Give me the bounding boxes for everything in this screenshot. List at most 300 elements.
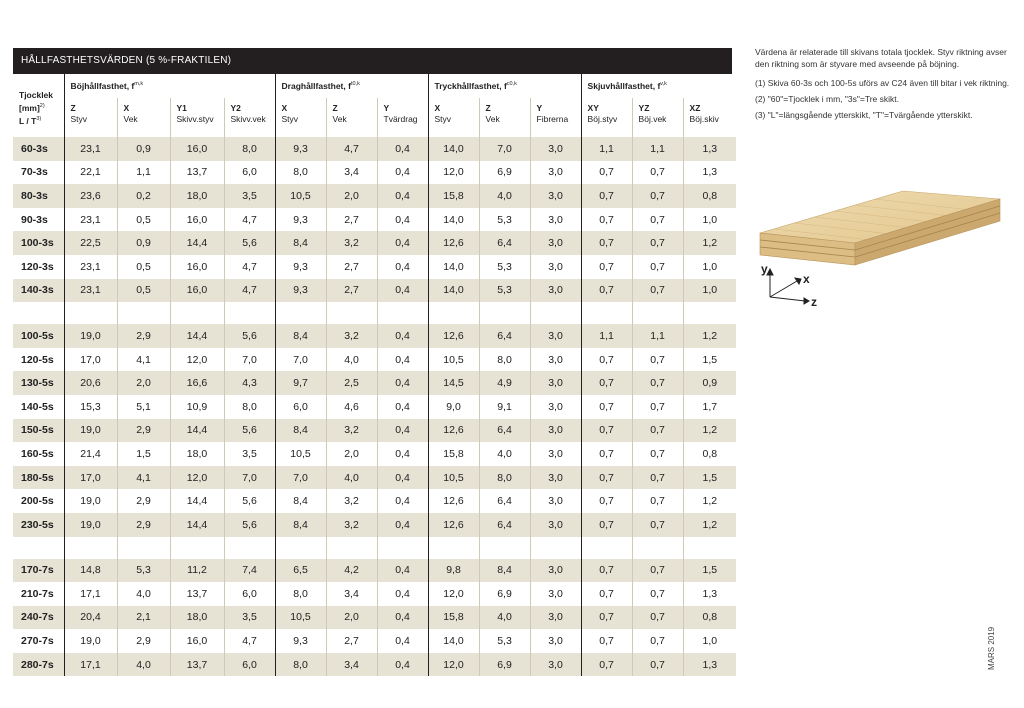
column-axis: Z xyxy=(332,103,338,113)
table-cell: 0,7 xyxy=(632,371,683,395)
table-cell: 0,4 xyxy=(377,231,428,255)
table-cell: 12,6 xyxy=(428,489,479,513)
table-cell xyxy=(581,537,632,559)
table-cell xyxy=(479,537,530,559)
table-cell: 12,0 xyxy=(170,466,224,490)
table-cell: 2,7 xyxy=(326,629,377,653)
table-cell: 3,0 xyxy=(530,137,581,161)
table-cell: 9,7 xyxy=(275,371,326,395)
table-cell: 0,7 xyxy=(581,606,632,630)
column-header xyxy=(428,98,479,137)
table-row xyxy=(13,279,736,303)
table-cell: 6,0 xyxy=(275,395,326,419)
table-cell: 23,1 xyxy=(64,255,117,279)
table-cell xyxy=(377,302,428,324)
table-cell: 3,0 xyxy=(530,255,581,279)
column-axis: XZ xyxy=(689,103,701,113)
table-cell: 3,2 xyxy=(326,231,377,255)
table-cell: 3,4 xyxy=(326,582,377,606)
table-cell: 1,2 xyxy=(683,324,736,348)
table-cell: 0,7 xyxy=(632,395,683,419)
table-cell: 18,0 xyxy=(170,442,224,466)
table-cell: 0,7 xyxy=(632,489,683,513)
table-cell: 22,5 xyxy=(64,231,117,255)
column-header xyxy=(683,98,736,137)
table-cell: 9,3 xyxy=(275,279,326,303)
table-cell: 1,2 xyxy=(683,513,736,537)
column-axis: Z xyxy=(70,103,76,113)
table-cell: 8,0 xyxy=(275,653,326,677)
table-cell: 2,9 xyxy=(117,489,170,513)
table-cell: 0,7 xyxy=(581,653,632,677)
table-cell: 23,1 xyxy=(64,137,117,161)
table-row xyxy=(13,513,736,537)
row-label: 210-7s xyxy=(13,582,64,606)
table-cell xyxy=(326,537,377,559)
table-cell: 2,0 xyxy=(326,606,377,630)
table-cell: 0,5 xyxy=(117,255,170,279)
table-row xyxy=(13,255,736,279)
table-cell: 0,7 xyxy=(632,513,683,537)
table-cell xyxy=(632,302,683,324)
group-subscript: v,k xyxy=(660,81,667,88)
table-cell: 9,0 xyxy=(428,395,479,419)
table-cell: 14,5 xyxy=(428,371,479,395)
table-cell: 9,3 xyxy=(275,137,326,161)
axis-z-label: z xyxy=(811,295,817,309)
column-header xyxy=(632,98,683,137)
column-header xyxy=(64,98,117,137)
table-cell: 4,0 xyxy=(326,466,377,490)
table-cell: 12,6 xyxy=(428,231,479,255)
table-cell: 7,0 xyxy=(224,348,275,372)
table-cell: 5,3 xyxy=(479,255,530,279)
row-label: 120-5s xyxy=(13,348,64,372)
table-cell: 5,3 xyxy=(479,629,530,653)
table-cell: 1,5 xyxy=(117,442,170,466)
table-cell: 16,0 xyxy=(170,279,224,303)
table-cell: 0,7 xyxy=(581,582,632,606)
table-row xyxy=(13,231,736,255)
table-cell: 0,4 xyxy=(377,395,428,419)
table-cell: 3,4 xyxy=(326,653,377,677)
row-label xyxy=(13,302,64,324)
table-cell: 18,0 xyxy=(170,606,224,630)
table-cell xyxy=(530,537,581,559)
table-row xyxy=(13,419,736,443)
row-label: 160-5s xyxy=(13,442,64,466)
table-cell: 0,9 xyxy=(683,371,736,395)
column-axis: Y1 xyxy=(176,103,187,113)
table-row xyxy=(13,161,736,185)
table-cell: 6,4 xyxy=(479,324,530,348)
table-cell: 7,0 xyxy=(275,348,326,372)
table-cell: 8,4 xyxy=(275,324,326,348)
table-cell: 0,7 xyxy=(581,279,632,303)
table-cell: 6,4 xyxy=(479,513,530,537)
table-cell: 3,2 xyxy=(326,419,377,443)
table-cell: 9,1 xyxy=(479,395,530,419)
row-label: 120-3s xyxy=(13,255,64,279)
table-cell: 0,7 xyxy=(632,161,683,185)
table-cell: 7,0 xyxy=(479,137,530,161)
table-cell: 4,7 xyxy=(224,255,275,279)
table-cell: 8,4 xyxy=(275,231,326,255)
column-description: Tvärdrag xyxy=(383,114,418,124)
table-cell: 3,0 xyxy=(530,442,581,466)
table-cell: 4,3 xyxy=(224,371,275,395)
table-cell: 8,4 xyxy=(275,419,326,443)
table-cell: 14,0 xyxy=(428,208,479,232)
table-cell: 0,7 xyxy=(581,419,632,443)
table-cell: 2,1 xyxy=(117,606,170,630)
column-axis: X xyxy=(123,103,130,113)
table-cell: 1,1 xyxy=(632,137,683,161)
table-cell: 3,0 xyxy=(530,513,581,537)
table-cell: 5,6 xyxy=(224,324,275,348)
table-cell: 2,7 xyxy=(326,279,377,303)
table-row xyxy=(13,348,736,372)
table-cell: 1,0 xyxy=(683,279,736,303)
group-subscript: c0,k xyxy=(506,81,517,88)
row-label: 270-7s xyxy=(13,629,64,653)
table-cell: 1,5 xyxy=(683,348,736,372)
table-cell: 5,1 xyxy=(117,395,170,419)
table-cell: 3,0 xyxy=(530,559,581,583)
table-cell xyxy=(224,302,275,324)
table-cell: 0,7 xyxy=(581,466,632,490)
table-cell: 0,4 xyxy=(377,489,428,513)
row-label: 60-3s xyxy=(13,137,64,161)
table-row xyxy=(13,606,736,630)
table-cell: 6,0 xyxy=(224,582,275,606)
table-row xyxy=(13,371,736,395)
table-cell: 6,4 xyxy=(479,231,530,255)
table-cell: 6,4 xyxy=(479,489,530,513)
column-description: Skivv.vek xyxy=(230,114,266,124)
table-cell: 3,0 xyxy=(530,395,581,419)
table-cell: 12,0 xyxy=(428,161,479,185)
table-cell: 0,7 xyxy=(632,653,683,677)
column-header xyxy=(117,98,170,137)
table-cell: 0,4 xyxy=(377,161,428,185)
table-cell: 12,0 xyxy=(170,348,224,372)
table-cell: 0,7 xyxy=(632,279,683,303)
table-cell: 1,3 xyxy=(683,137,736,161)
table-cell: 23,1 xyxy=(64,279,117,303)
table-cell: 5,3 xyxy=(479,279,530,303)
table-row xyxy=(13,184,736,208)
table-cell: 10,5 xyxy=(428,466,479,490)
table-cell: 1,3 xyxy=(683,161,736,185)
axis-x-label: x xyxy=(803,272,810,286)
column-header xyxy=(326,98,377,137)
table-cell: 0,7 xyxy=(632,559,683,583)
table-cell: 3,0 xyxy=(530,606,581,630)
column-axis: X xyxy=(434,103,441,113)
table-cell: 8,0 xyxy=(224,137,275,161)
table-cell: 0,7 xyxy=(581,442,632,466)
table-row xyxy=(13,324,736,348)
column-header-row xyxy=(13,98,736,137)
table-cell: 20,4 xyxy=(64,606,117,630)
table-cell xyxy=(64,302,117,324)
table-cell: 0,4 xyxy=(377,419,428,443)
column-description: Styv xyxy=(70,114,88,124)
table-cell: 0,7 xyxy=(581,629,632,653)
table-cell: 13,7 xyxy=(170,582,224,606)
table-cell: 0,7 xyxy=(632,208,683,232)
table-row xyxy=(13,442,736,466)
table-row xyxy=(13,559,736,583)
table-cell: 3,2 xyxy=(326,489,377,513)
row-label: 280-7s xyxy=(13,653,64,677)
table-cell: 4,9 xyxy=(479,371,530,395)
panel-shape xyxy=(760,191,1000,265)
table-cell xyxy=(428,537,479,559)
table-cell: 0,7 xyxy=(632,582,683,606)
table-cell: 0,4 xyxy=(377,279,428,303)
table-cell xyxy=(326,302,377,324)
table-cell: 8,0 xyxy=(479,348,530,372)
column-header xyxy=(530,98,581,137)
table-cell: 4,0 xyxy=(117,653,170,677)
table-cell: 16,0 xyxy=(170,629,224,653)
table-cell: 3,2 xyxy=(326,324,377,348)
table-cell: 16,0 xyxy=(170,137,224,161)
table-cell: 7,4 xyxy=(224,559,275,583)
table-cell: 1,5 xyxy=(683,466,736,490)
table-cell: 0,7 xyxy=(632,442,683,466)
group-header-compression xyxy=(428,74,581,98)
table-cell: 0,7 xyxy=(632,255,683,279)
column-header xyxy=(224,98,275,137)
table-cell: 6,0 xyxy=(224,161,275,185)
row-label: 70-3s xyxy=(13,161,64,185)
axis-y-label: y xyxy=(761,262,768,276)
column-description: Skivv.styv xyxy=(176,114,214,124)
row-label: 100-5s xyxy=(13,324,64,348)
table-cell: 0,8 xyxy=(683,606,736,630)
column-axis: Z xyxy=(485,103,491,113)
table-cell: 0,7 xyxy=(581,255,632,279)
table-cell: 23,6 xyxy=(64,184,117,208)
table-cell: 12,6 xyxy=(428,324,479,348)
table-cell: 7,0 xyxy=(224,466,275,490)
table-cell xyxy=(170,302,224,324)
table-cell: 0,7 xyxy=(581,513,632,537)
table-row xyxy=(13,208,736,232)
table-cell: 8,0 xyxy=(275,161,326,185)
table-cell: 8,0 xyxy=(275,582,326,606)
column-axis: X xyxy=(281,103,288,113)
table-cell: 19,0 xyxy=(64,324,117,348)
column-axis: XY xyxy=(587,103,599,113)
table-row xyxy=(13,466,736,490)
table-cell: 4,7 xyxy=(224,279,275,303)
column-header xyxy=(170,98,224,137)
table-cell: 9,3 xyxy=(275,629,326,653)
table-cell: 0,7 xyxy=(632,629,683,653)
table-cell: 0,8 xyxy=(683,184,736,208)
table-row xyxy=(13,137,736,161)
table-cell: 1,0 xyxy=(683,208,736,232)
table-cell: 10,5 xyxy=(275,442,326,466)
table-cell: 0,4 xyxy=(377,208,428,232)
group-label: Böjhållfasthet, f xyxy=(70,81,135,91)
footer-date: MARS 2019 xyxy=(987,626,996,670)
table-cell: 0,7 xyxy=(581,184,632,208)
table-cell xyxy=(64,537,117,559)
row-label: 80-3s xyxy=(13,184,64,208)
table-cell: 0,7 xyxy=(632,348,683,372)
table-cell: 1,2 xyxy=(683,231,736,255)
table-cell: 2,9 xyxy=(117,419,170,443)
table-cell: 0,4 xyxy=(377,255,428,279)
table-cell: 16,6 xyxy=(170,371,224,395)
table-cell xyxy=(683,302,736,324)
table-cell xyxy=(530,302,581,324)
table-cell: 17,1 xyxy=(64,582,117,606)
table-body xyxy=(13,137,736,676)
table-cell: 0,9 xyxy=(117,137,170,161)
column-description: Böj.styv xyxy=(587,114,618,124)
group-subscript: m,k xyxy=(134,81,144,88)
column-header xyxy=(479,98,530,137)
table-cell: 3,0 xyxy=(530,582,581,606)
table-cell: 12,0 xyxy=(428,653,479,677)
table-cell: 14,4 xyxy=(170,231,224,255)
table-cell: 0,4 xyxy=(377,513,428,537)
table-cell: 0,7 xyxy=(581,371,632,395)
table-cell: 2,5 xyxy=(326,371,377,395)
table-cell xyxy=(377,537,428,559)
table-cell xyxy=(275,302,326,324)
row-label: 150-5s xyxy=(13,419,64,443)
table-cell: 0,4 xyxy=(377,371,428,395)
table-cell: 0,4 xyxy=(377,184,428,208)
table-title: HÅLLFASTHETSVÄRDEN (5 %-FRAKTILEN) xyxy=(13,48,732,74)
table-cell: 0,4 xyxy=(377,466,428,490)
table-cell: 17,1 xyxy=(64,653,117,677)
table-cell: 1,0 xyxy=(683,255,736,279)
table-cell: 3,0 xyxy=(530,466,581,490)
table-cell: 12,0 xyxy=(428,582,479,606)
table-cell: 4,0 xyxy=(479,184,530,208)
table-cell: 6,9 xyxy=(479,582,530,606)
table-cell: 15,8 xyxy=(428,184,479,208)
column-description: Vek xyxy=(485,114,500,124)
table-cell xyxy=(581,302,632,324)
group-header-bending xyxy=(64,74,275,98)
strength-table-section xyxy=(13,48,732,676)
table-cell: 9,3 xyxy=(275,255,326,279)
table-cell: 3,0 xyxy=(530,419,581,443)
column-header xyxy=(275,98,326,137)
table-cell: 5,6 xyxy=(224,231,275,255)
column-axis: Y xyxy=(536,103,543,113)
table-cell: 6,0 xyxy=(224,653,275,677)
group-label: Skjuvhållfasthet, f xyxy=(587,81,661,91)
table-cell: 3,0 xyxy=(530,653,581,677)
column-description: Styv xyxy=(281,114,299,124)
table-cell: 0,4 xyxy=(377,324,428,348)
table-cell: 17,0 xyxy=(64,348,117,372)
table-cell: 9,3 xyxy=(275,208,326,232)
row-label: 90-3s xyxy=(13,208,64,232)
table-cell xyxy=(117,537,170,559)
table-cell: 5,6 xyxy=(224,513,275,537)
row-label: 230-5s xyxy=(13,513,64,537)
table-cell: 19,0 xyxy=(64,489,117,513)
table-cell: 0,7 xyxy=(581,208,632,232)
table-cell: 1,1 xyxy=(581,137,632,161)
table-cell: 4,1 xyxy=(117,348,170,372)
table-cell: 3,5 xyxy=(224,442,275,466)
spacer-row xyxy=(13,537,736,559)
table-cell: 4,0 xyxy=(117,582,170,606)
table-cell xyxy=(224,537,275,559)
column-description: Fibrerna xyxy=(536,114,569,124)
table-cell: 6,5 xyxy=(275,559,326,583)
group-subscript: t0,k xyxy=(350,81,360,88)
table-cell: 1,1 xyxy=(581,324,632,348)
table-cell: 0,5 xyxy=(117,208,170,232)
column-description: Böj.skiv xyxy=(689,114,719,124)
table-cell: 2,9 xyxy=(117,629,170,653)
row-label: 100-3s xyxy=(13,231,64,255)
row-label: 140-3s xyxy=(13,279,64,303)
table-cell: 3,0 xyxy=(530,371,581,395)
table-cell: 0,4 xyxy=(377,629,428,653)
table-cell: 14,4 xyxy=(170,489,224,513)
table-cell: 4,1 xyxy=(117,466,170,490)
table-cell: 1,3 xyxy=(683,653,736,677)
notes-intro: Värdena är relaterade till skivans totala tjocklek. Styv riktning avser den riktning som är styvare med avseende på böjning. xyxy=(755,47,1007,69)
table-cell: 8,4 xyxy=(479,559,530,583)
column-axis: Y xyxy=(383,103,390,113)
table-cell: 6,4 xyxy=(479,419,530,443)
table-cell: 0,8 xyxy=(683,442,736,466)
table-cell: 5,3 xyxy=(117,559,170,583)
column-description: Styv xyxy=(434,114,452,124)
table-cell: 4,7 xyxy=(224,629,275,653)
table-cell: 14,0 xyxy=(428,137,479,161)
table-cell: 12,6 xyxy=(428,513,479,537)
group-header-tension xyxy=(275,74,428,98)
table-cell: 9,8 xyxy=(428,559,479,583)
table-cell: 4,0 xyxy=(479,606,530,630)
table-cell: 0,4 xyxy=(377,348,428,372)
table-cell: 16,0 xyxy=(170,208,224,232)
column-description: Böj.vek xyxy=(638,114,667,124)
thickness-header: Tjocklek [mm]$^{2)}$ L / $T^{3)}$ xyxy=(13,74,64,137)
table-cell: 22,1 xyxy=(64,161,117,185)
table-cell: 3,0 xyxy=(530,348,581,372)
table-cell xyxy=(479,302,530,324)
table-cell: 14,4 xyxy=(170,324,224,348)
table-cell: 10,5 xyxy=(275,606,326,630)
table-cell xyxy=(275,537,326,559)
table-cell xyxy=(683,537,736,559)
table-cell: 8,0 xyxy=(479,466,530,490)
table-cell: 0,4 xyxy=(377,137,428,161)
table-cell: 3,0 xyxy=(530,324,581,348)
table-row xyxy=(13,653,736,677)
table-cell: 8,4 xyxy=(275,513,326,537)
table-cell: 3,0 xyxy=(530,279,581,303)
table-cell: 2,7 xyxy=(326,208,377,232)
